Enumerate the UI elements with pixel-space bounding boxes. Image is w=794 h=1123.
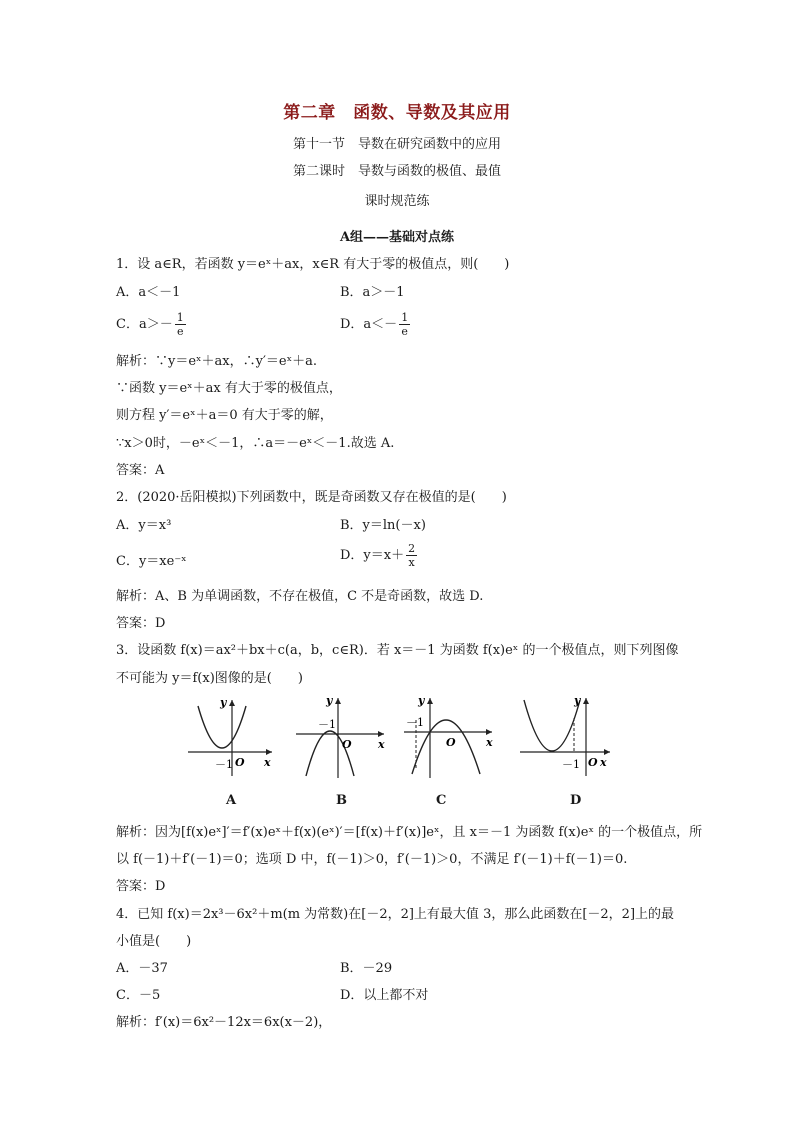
q2-answer: 答案：D <box>116 616 166 631</box>
fraction-denominator: x <box>408 556 415 569</box>
x-axis-arrow <box>486 729 492 735</box>
q4-option-b: B．－29 <box>340 961 393 976</box>
q4-stem-line-1: 4．已知 f(x)＝2x³－6x²＋m(m 为常数)在[－2，2]上有最大值 3，那么此函数在[－2，2]上的最 <box>116 907 675 922</box>
q2-option-d <box>340 542 417 569</box>
graph-a-caption: A <box>226 793 237 808</box>
practice-title: 课时规范练 <box>364 194 430 209</box>
x-axis-arrow <box>378 731 384 737</box>
q4-option-d: D．以上都不对 <box>340 988 429 1003</box>
q4-stem-line-2: 小值是( ) <box>116 934 192 949</box>
graph-c-caption: C <box>436 793 447 808</box>
curve <box>524 700 580 751</box>
q1-option-c-fraction <box>175 311 186 338</box>
q1-solution-line-4: ∵x＞0时，－eˣ＜－1，∴a＝－eˣ＜－1.故选 A. <box>116 436 395 451</box>
x-axis-label: x <box>486 736 493 749</box>
y-axis-label: y <box>326 694 333 707</box>
fraction-numerator: 2 <box>408 542 416 555</box>
fraction-numerator: 1 <box>176 311 184 324</box>
x-axis-label: x <box>378 738 385 751</box>
q1-option-c-text: C．a＞－ <box>116 317 173 332</box>
x-axis-label: x <box>264 756 271 769</box>
y-axis-arrow <box>427 698 433 704</box>
q1-option-d <box>340 311 410 338</box>
q1-solution-line-3: 则方程 y′＝eˣ＋a＝0 有大于零的解， <box>116 408 333 423</box>
graph-b-caption: B <box>336 793 347 808</box>
q2-option-b: B．y＝ln(－x) <box>340 518 426 533</box>
y-axis-arrow <box>583 698 589 704</box>
q2-solution: 解析：A、B 为单调函数，不存在极值，C 不是奇函数，故选 D. <box>116 589 484 604</box>
neg-one-label: －1 <box>562 758 580 771</box>
neg-one-label: －1 <box>406 716 424 729</box>
q2-option-d-text: D．y＝x＋ <box>340 548 405 563</box>
q4-option-a: A．－37 <box>116 961 168 976</box>
q2-option-d-fraction <box>406 542 417 569</box>
y-axis-label: y <box>574 694 581 707</box>
x-axis-arrow <box>604 749 610 755</box>
q3-stem-line-1: 3．设函数 f(x)＝ax²＋bx＋c(a，b，c∈R)．若 x＝－1 为函数 f(x)eˣ 的一个极值点，则下列图像 <box>116 643 679 658</box>
y-axis-label: y <box>418 694 425 707</box>
origin-label: O <box>235 756 245 769</box>
y-axis-arrow <box>335 698 341 704</box>
origin-label: O <box>446 736 456 749</box>
q1-answer: 答案：A <box>116 463 165 478</box>
fraction-denominator: e <box>401 325 408 338</box>
q1-solution-line-1: 解析：∵y＝eˣ＋ax，∴y′＝eˣ＋a. <box>116 354 318 369</box>
graph-d <box>516 690 616 780</box>
q1-option-a: A．a＜－1 <box>116 285 181 300</box>
q2-stem: 2．(2020·岳阳模拟)下列函数中，既是奇函数又存在极值的是( ) <box>116 490 507 505</box>
origin-label: O <box>588 756 598 769</box>
q1-solution-line-2: ∵函数 y＝eˣ＋ax 有大于零的极值点， <box>116 381 342 396</box>
fraction-numerator: 1 <box>401 311 409 324</box>
x-axis-label: x <box>600 756 607 769</box>
graph-b <box>292 690 392 780</box>
origin-label: O <box>342 738 352 751</box>
q1-option-b: B．a＞－1 <box>340 285 405 300</box>
curve <box>198 706 246 748</box>
y-axis-arrow <box>229 700 235 706</box>
lesson-title: 第二课时 导数与函数的极值、最值 <box>292 164 501 179</box>
y-axis-label: y <box>220 696 227 709</box>
q2-option-a: A．y＝x³ <box>116 518 172 533</box>
fraction-denominator: e <box>176 325 184 338</box>
q4-solution: 解析：f′(x)＝6x²－12x＝6x(x－2)， <box>116 1015 332 1030</box>
q2-option-c: C．y＝xe⁻ˣ <box>116 554 187 569</box>
q1-option-d-fraction <box>399 311 410 338</box>
graph-d-caption: D <box>570 793 582 808</box>
x-axis-arrow <box>266 749 272 755</box>
neg-one-label: －1 <box>318 718 336 731</box>
graph-a <box>180 690 280 780</box>
group-title: A组——基础对点练 <box>339 230 455 245</box>
neg-one-label: －1 <box>215 758 233 771</box>
q1-option-d-text: D．a＜－ <box>340 317 398 332</box>
q3-answer: 答案：D <box>116 879 166 894</box>
q3-solution-line-1: 解析：因为[f(x)eˣ]′＝f′(x)eˣ＋f(x)(eˣ)′＝[f(x)＋f′(x)]eˣ，且 x＝－1 为函数 f(x)eˣ 的一个极值点，所 <box>116 825 703 840</box>
q3-solution-line-2: 以 f(－1)＋f′(－1)＝0；选项 D 中，f(－1)＞0，f′(－1)＞0，不满足 f′(－1)＋f(－1)＝0. <box>116 852 628 867</box>
q3-stem-line-2: 不可能为 y＝f(x)图像的是( ) <box>116 671 303 686</box>
graph-c <box>400 690 500 780</box>
q1-stem: 1．设 a∈R，若函数 y＝eˣ＋ax，x∈R 有大于零的极值点，则( ) <box>116 257 510 272</box>
section-title: 第十一节 导数在研究函数中的应用 <box>292 137 501 152</box>
q4-option-c: C．－5 <box>116 988 161 1003</box>
chapter-title: 第二章 函数、导数及其应用 <box>283 103 511 123</box>
q1-option-c <box>116 311 186 338</box>
